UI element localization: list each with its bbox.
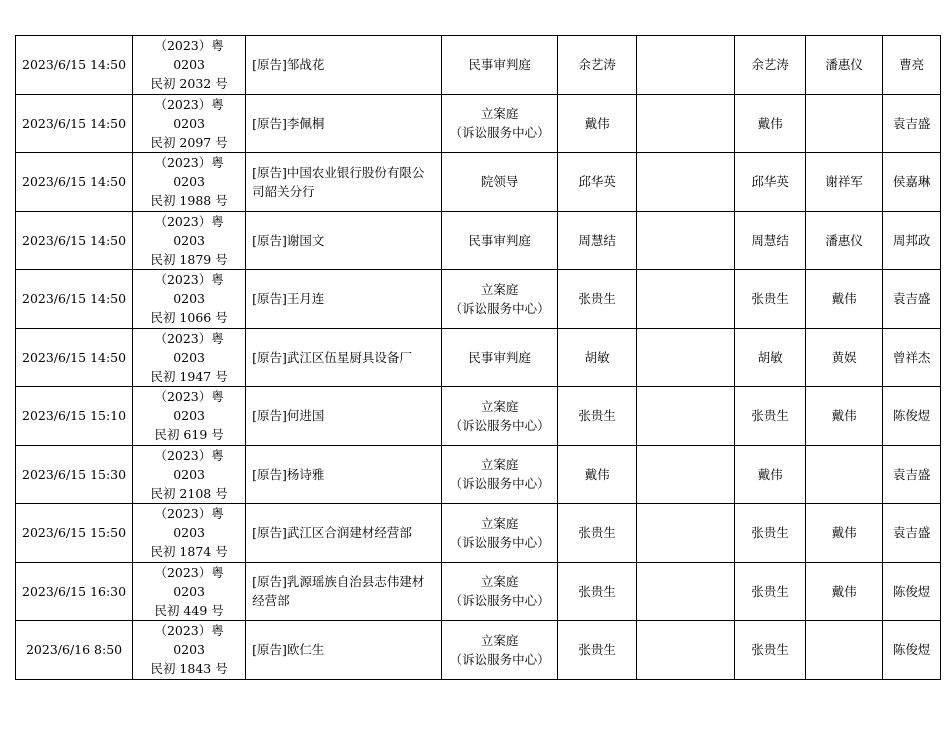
presiding-judge: 张贵生 bbox=[735, 562, 806, 621]
department-line1: 立案庭 bbox=[480, 106, 519, 122]
panel-member: 戴伟 bbox=[806, 504, 883, 563]
department bbox=[442, 621, 558, 680]
case-number-line1: （2023）粤 0203 bbox=[154, 272, 224, 307]
case-number bbox=[133, 36, 246, 95]
empty-cell bbox=[637, 387, 735, 446]
party-name: [原告]李佩桐 bbox=[246, 94, 442, 153]
table-row bbox=[16, 94, 941, 153]
department bbox=[442, 153, 558, 212]
court-clerk: 陈俊煜 bbox=[883, 387, 941, 446]
party-name: [原告]邹战花 bbox=[246, 36, 442, 95]
panel-member: 潘惠仪 bbox=[806, 36, 883, 95]
department-line1: 立案庭 bbox=[480, 398, 519, 414]
hearing-time: 2023/6/15 15:50 bbox=[16, 504, 133, 563]
table-row bbox=[16, 36, 941, 95]
judge-name: 戴伟 bbox=[558, 445, 637, 504]
hearing-time: 2023/6/16 8:50 bbox=[16, 621, 133, 680]
table-row bbox=[16, 153, 941, 212]
empty-cell bbox=[637, 153, 735, 212]
case-number-line1: （2023）粤 0203 bbox=[154, 506, 224, 541]
department-line1: 立案庭 bbox=[480, 281, 519, 297]
party-name: [原告]欧仁生 bbox=[246, 621, 442, 680]
judge-name: 邱华英 bbox=[558, 153, 637, 212]
case-number-line1: （2023）粤 0203 bbox=[154, 38, 224, 73]
judge-name: 张贵生 bbox=[558, 270, 637, 329]
panel-member: 潘惠仪 bbox=[806, 211, 883, 270]
judge-name: 张贵生 bbox=[558, 562, 637, 621]
party-name: [原告]武江区伍星厨具设备厂 bbox=[246, 328, 442, 387]
case-number bbox=[133, 445, 246, 504]
court-clerk: 袁吉盛 bbox=[883, 94, 941, 153]
presiding-judge: 张贵生 bbox=[735, 621, 806, 680]
table-body bbox=[16, 36, 941, 680]
panel-member bbox=[806, 445, 883, 504]
hearing-schedule-table bbox=[15, 35, 941, 680]
party-name: [原告]王月连 bbox=[246, 270, 442, 329]
hearing-time: 2023/6/15 14:50 bbox=[16, 36, 133, 95]
presiding-judge: 张贵生 bbox=[735, 270, 806, 329]
department-line2: （诉讼服务中心） bbox=[449, 300, 550, 316]
court-clerk: 周邦政 bbox=[883, 211, 941, 270]
case-number bbox=[133, 562, 246, 621]
case-number-line2: 民初 1843 号 bbox=[150, 661, 228, 677]
department-line1: 民事审判庭 bbox=[468, 232, 531, 248]
department-line2: （诉讼服务中心） bbox=[449, 417, 550, 433]
table-row bbox=[16, 270, 941, 329]
judge-name: 戴伟 bbox=[558, 94, 637, 153]
case-number bbox=[133, 504, 246, 563]
empty-cell bbox=[637, 504, 735, 563]
panel-member: 戴伟 bbox=[806, 387, 883, 446]
presiding-judge: 邱华英 bbox=[735, 153, 806, 212]
party-name: [原告]乳源瑶族自治县志伟建材经营部 bbox=[246, 562, 442, 621]
case-number-line2: 民初 2097 号 bbox=[150, 134, 228, 150]
presiding-judge: 胡敏 bbox=[735, 328, 806, 387]
presiding-judge: 张贵生 bbox=[735, 387, 806, 446]
case-number bbox=[133, 153, 246, 212]
case-number-line1: （2023）粤 0203 bbox=[154, 623, 224, 658]
presiding-judge: 张贵生 bbox=[735, 504, 806, 563]
case-number-line2: 民初 619 号 bbox=[154, 427, 224, 443]
hearing-time: 2023/6/15 14:50 bbox=[16, 270, 133, 329]
panel-member: 戴伟 bbox=[806, 270, 883, 329]
table-row bbox=[16, 387, 941, 446]
department bbox=[442, 270, 558, 329]
department-line1: 立案庭 bbox=[480, 632, 519, 648]
case-number-line2: 民初 1879 号 bbox=[150, 251, 228, 267]
court-clerk: 陈俊煜 bbox=[883, 562, 941, 621]
department-line2: （诉讼服务中心） bbox=[449, 125, 550, 141]
empty-cell bbox=[637, 328, 735, 387]
party-name: [原告]中国农业银行股份有限公司韶关分行 bbox=[246, 153, 442, 212]
department-line2: （诉讼服务中心） bbox=[449, 593, 550, 609]
department-line1: 立案庭 bbox=[480, 515, 519, 531]
case-number-line1: （2023）粤 0203 bbox=[154, 389, 224, 424]
case-number-line2: 民初 449 号 bbox=[154, 602, 224, 618]
judge-name: 余艺涛 bbox=[558, 36, 637, 95]
department bbox=[442, 94, 558, 153]
hearing-time: 2023/6/15 14:50 bbox=[16, 211, 133, 270]
department bbox=[442, 211, 558, 270]
presiding-judge: 周慧结 bbox=[735, 211, 806, 270]
presiding-judge: 戴伟 bbox=[735, 445, 806, 504]
court-clerk: 袁吉盛 bbox=[883, 445, 941, 504]
case-number bbox=[133, 211, 246, 270]
table-row bbox=[16, 328, 941, 387]
empty-cell bbox=[637, 621, 735, 680]
department bbox=[442, 445, 558, 504]
case-number-line2: 民初 2108 号 bbox=[150, 485, 228, 501]
judge-name: 张贵生 bbox=[558, 621, 637, 680]
empty-cell bbox=[637, 562, 735, 621]
panel-member bbox=[806, 94, 883, 153]
panel-member: 黄娱 bbox=[806, 328, 883, 387]
case-number bbox=[133, 94, 246, 153]
hearing-time: 2023/6/15 14:50 bbox=[16, 153, 133, 212]
case-number-line2: 民初 1947 号 bbox=[150, 368, 228, 384]
party-name: [原告]何进国 bbox=[246, 387, 442, 446]
court-clerk: 袁吉盛 bbox=[883, 270, 941, 329]
party-name: [原告]谢国文 bbox=[246, 211, 442, 270]
empty-cell bbox=[637, 211, 735, 270]
empty-cell bbox=[637, 445, 735, 504]
case-number-line1: （2023）粤 0203 bbox=[154, 96, 224, 131]
department-line1: 民事审判庭 bbox=[468, 57, 531, 73]
hearing-time: 2023/6/15 15:30 bbox=[16, 445, 133, 504]
judge-name: 胡敏 bbox=[558, 328, 637, 387]
case-number bbox=[133, 387, 246, 446]
table-row bbox=[16, 504, 941, 563]
panel-member bbox=[806, 621, 883, 680]
case-number-line2: 民初 1988 号 bbox=[150, 193, 228, 209]
empty-cell bbox=[637, 36, 735, 95]
hearing-time: 2023/6/15 14:50 bbox=[16, 94, 133, 153]
case-number bbox=[133, 270, 246, 329]
department-line1: 院领导 bbox=[480, 174, 519, 190]
case-number-line2: 民初 1066 号 bbox=[150, 310, 228, 326]
panel-member: 戴伟 bbox=[806, 562, 883, 621]
court-clerk: 陈俊煜 bbox=[883, 621, 941, 680]
case-number bbox=[133, 328, 246, 387]
hearing-time: 2023/6/15 14:50 bbox=[16, 328, 133, 387]
table-row bbox=[16, 211, 941, 270]
court-clerk: 袁吉盛 bbox=[883, 504, 941, 563]
department-line1: 立案庭 bbox=[480, 457, 519, 473]
judge-name: 张贵生 bbox=[558, 387, 637, 446]
presiding-judge: 戴伟 bbox=[735, 94, 806, 153]
case-number-line1: （2023）粤 0203 bbox=[154, 564, 224, 599]
department bbox=[442, 36, 558, 95]
department-line2: （诉讼服务中心） bbox=[449, 534, 550, 550]
case-number bbox=[133, 621, 246, 680]
party-name: [原告]杨诗雅 bbox=[246, 445, 442, 504]
case-number-line1: （2023）粤 0203 bbox=[154, 155, 224, 190]
table-row bbox=[16, 562, 941, 621]
department bbox=[442, 328, 558, 387]
department bbox=[442, 387, 558, 446]
judge-name: 周慧结 bbox=[558, 211, 637, 270]
party-name: [原告]武江区合润建材经营部 bbox=[246, 504, 442, 563]
table-row bbox=[16, 621, 941, 680]
case-number-line1: （2023）粤 0203 bbox=[154, 330, 224, 365]
court-clerk: 侯嘉琳 bbox=[883, 153, 941, 212]
court-clerk: 曾祥杰 bbox=[883, 328, 941, 387]
department-line2: （诉讼服务中心） bbox=[449, 476, 550, 492]
judge-name: 张贵生 bbox=[558, 504, 637, 563]
presiding-judge: 余艺涛 bbox=[735, 36, 806, 95]
case-number-line2: 民初 2032 号 bbox=[150, 76, 228, 92]
department bbox=[442, 504, 558, 563]
department-line2: （诉讼服务中心） bbox=[449, 651, 550, 667]
hearing-time: 2023/6/15 16:30 bbox=[16, 562, 133, 621]
case-number-line1: （2023）粤 0203 bbox=[154, 213, 224, 248]
table-row bbox=[16, 445, 941, 504]
empty-cell bbox=[637, 270, 735, 329]
empty-cell bbox=[637, 94, 735, 153]
court-clerk: 曹亮 bbox=[883, 36, 941, 95]
department-line1: 民事审判庭 bbox=[468, 349, 531, 365]
department bbox=[442, 562, 558, 621]
panel-member: 谢祥军 bbox=[806, 153, 883, 212]
department-line1: 立案庭 bbox=[480, 574, 519, 590]
case-number-line2: 民初 1874 号 bbox=[150, 544, 228, 560]
hearing-time: 2023/6/15 15:10 bbox=[16, 387, 133, 446]
case-number-line1: （2023）粤 0203 bbox=[154, 447, 224, 482]
